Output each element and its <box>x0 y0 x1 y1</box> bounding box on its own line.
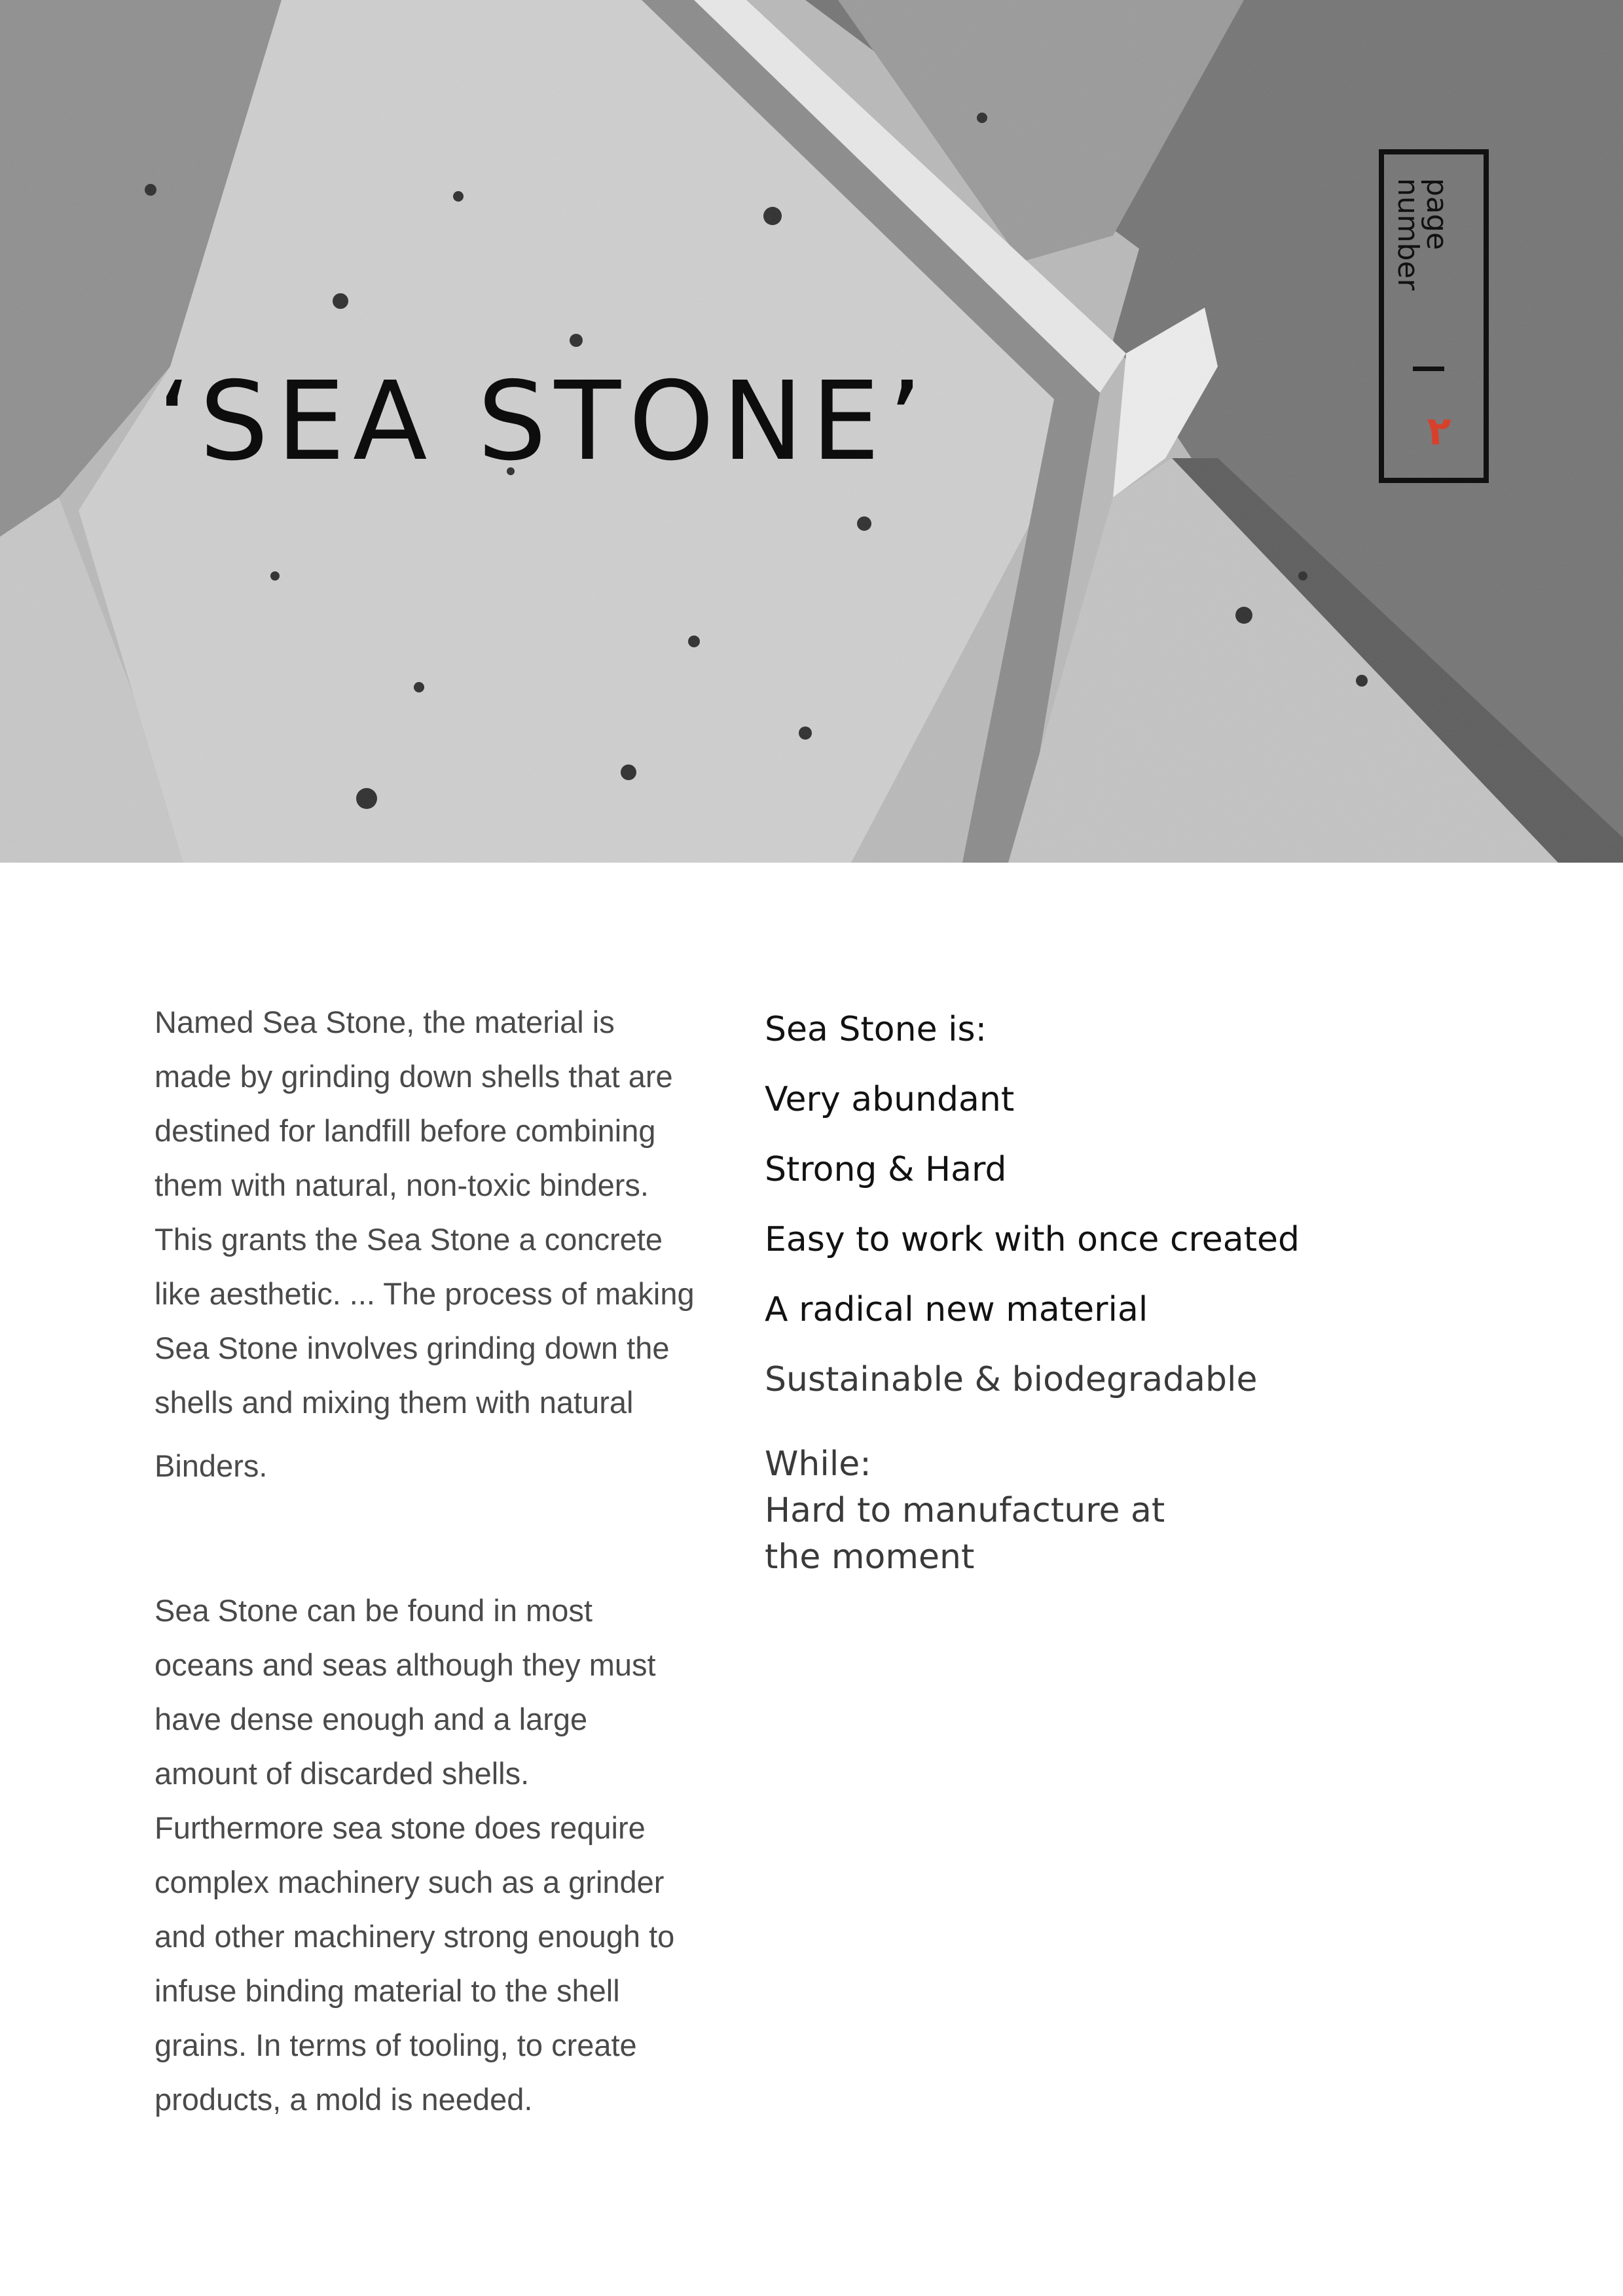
description-paragraph-1-tail: Binders. <box>155 1448 268 1483</box>
page-number-value: ٢ <box>1427 408 1451 454</box>
description-paragraph-2: Sea Stone can be found in most oceans and seas although they must have dense enough and a large amount of discarded shells. Furthermore sea stone does require complex machinery such as a grinder and other machinery strong enough to infuse binding material to the shell grains. In terms of tooling, to create products, a mold is needed. <box>155 1593 675 2117</box>
description-column <box>155 995 698 2126</box>
description-paragraph-1: Named Sea Stone, the material is made by grinding down shells that are destined for landfill before combining them with natural, non-toxic binders. This grants the Sea Stone a concrete like aesthetic. ... The process of making Sea Stone involves grinding down the shells and mixing them with natural <box>155 1005 695 1420</box>
page-title: ‘SEA STONE’ <box>157 359 930 485</box>
property-item: Strong & Hard <box>765 1150 1007 1189</box>
page-label-line2: number <box>1391 178 1425 291</box>
page-label-line1: page <box>1420 178 1453 250</box>
drawbacks-block <box>765 1441 1419 1581</box>
properties-heading: Sea Stone is: <box>765 1010 987 1049</box>
page-marker-divider <box>1413 367 1444 371</box>
drawbacks-label: While: <box>765 1444 871 1484</box>
page-number-marker <box>1379 149 1489 483</box>
property-item: A radical new material <box>765 1290 1148 1329</box>
drawbacks-text: Hard to manufacture at the moment <box>765 1491 1165 1577</box>
property-item: Sustainable & biodegradable <box>765 1360 1258 1399</box>
property-item: Very abundant <box>765 1080 1015 1119</box>
page-number-label <box>1391 178 1453 322</box>
properties-column <box>765 995 1419 1581</box>
hero-photo <box>0 0 1623 863</box>
property-item: Easy to work with once created <box>765 1220 1300 1259</box>
